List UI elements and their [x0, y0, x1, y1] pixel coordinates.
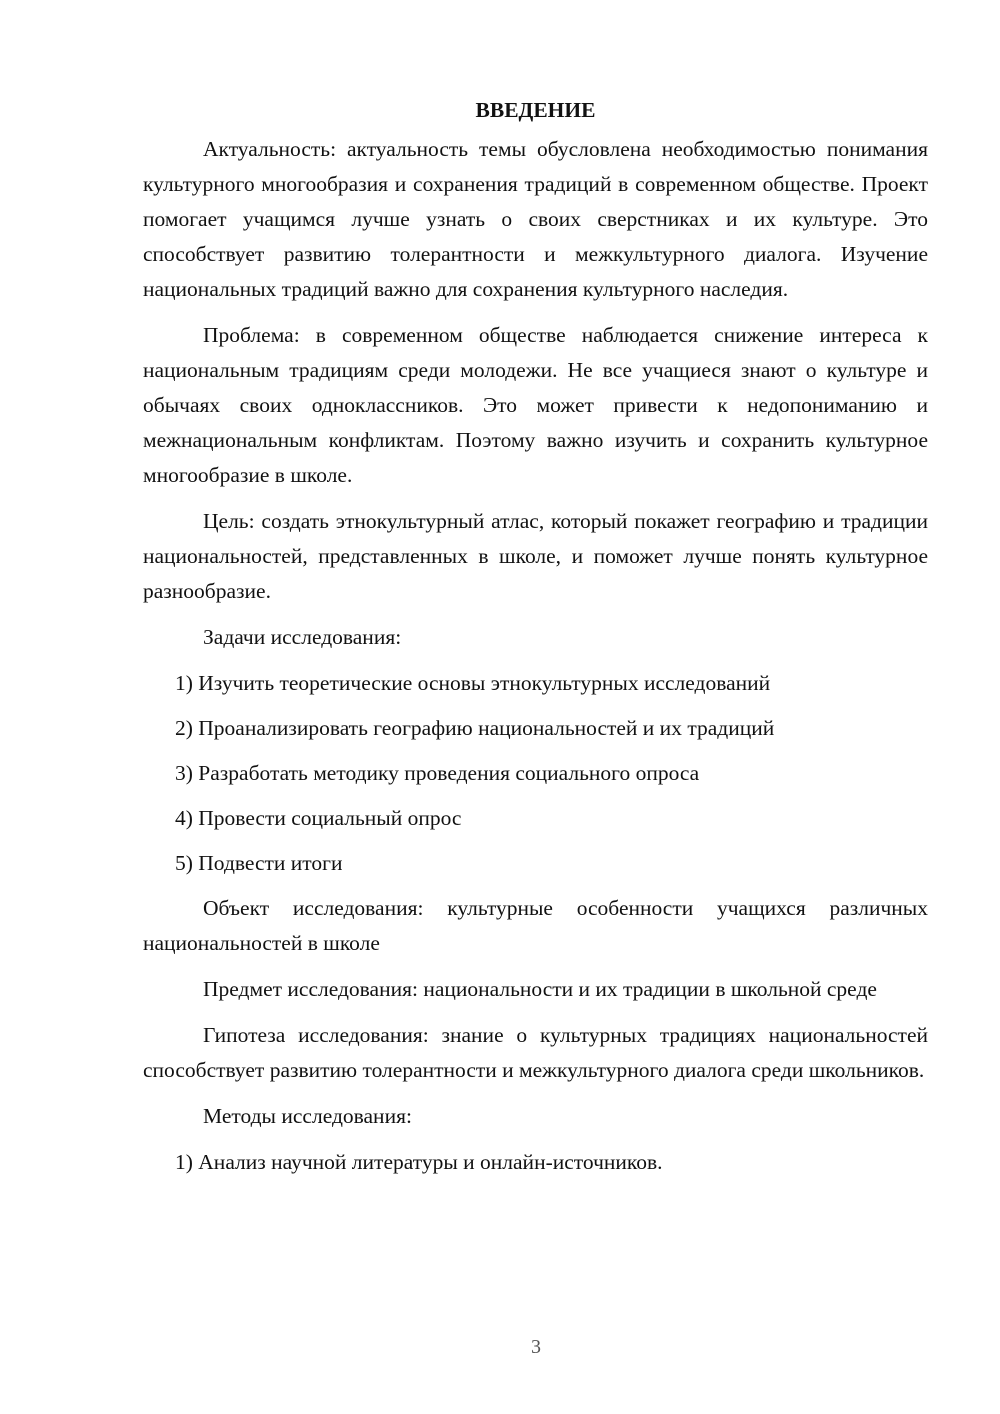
list-item: 5) Подвести итоги [175, 851, 343, 875]
page-title: ВВЕДЕНИЕ [475, 98, 596, 122]
list-item: 1) Изучить теоретические основы этнокультурных исследований [175, 671, 771, 695]
page-content [143, 93, 928, 1190]
list-item: 3) Разработать методику проведения социального опроса [175, 761, 700, 785]
object-paragraph: Объект исследования: культурные особенности учащихся различных национальностей в школе [143, 896, 928, 955]
relevance-paragraph: Актуальность: актуальность темы обусловлена необходимостью понимания культурного многообразия и сохранения традиций в современном обществе. Проект помогает учащимся лучше узнать о своих сверстниках и их культуре. Это способствует развитию толерантности и межкультурного диалога. Изучение национальных традиций важно для сохранения культурного наследия. [143, 137, 928, 301]
goal-paragraph: Цель: создать этнокультурный атлас, который покажет географию и традиции национальностей, представленных в школе, и поможет лучше понять культурное разнообразие. [143, 509, 928, 603]
hypothesis-paragraph: Гипотеза исследования: знание о культурных традициях национальностей способствует развитию толерантности и межкультурного диалога среди школьников. [143, 1023, 928, 1082]
problem-paragraph: Проблема: в современном обществе наблюдается снижение интереса к национальным традициям среди молодежи. Не все учащиеся знают о культуре и обычаях своих одноклассников. Это может привести к недопониманию и межнациональным конфликтам. Поэтому важно изучить и сохранить культурное многообразие в школе. [143, 323, 928, 487]
tasks-heading: Задачи исследования: [203, 625, 402, 649]
tasks-list [143, 666, 928, 881]
list-item: 1) Анализ научной литературы и онлайн-источников. [175, 1150, 663, 1174]
subject-paragraph: Предмет исследования: национальности и их традиции в школьной среде [203, 977, 877, 1001]
methods-list [143, 1145, 928, 1180]
list-item: 4) Провести социальный опрос [175, 806, 462, 830]
methods-heading: Методы исследования: [203, 1104, 412, 1128]
page-number: 3 [531, 1336, 541, 1358]
list-item: 2) Проанализировать географию национальностей и их традиций [175, 716, 775, 740]
